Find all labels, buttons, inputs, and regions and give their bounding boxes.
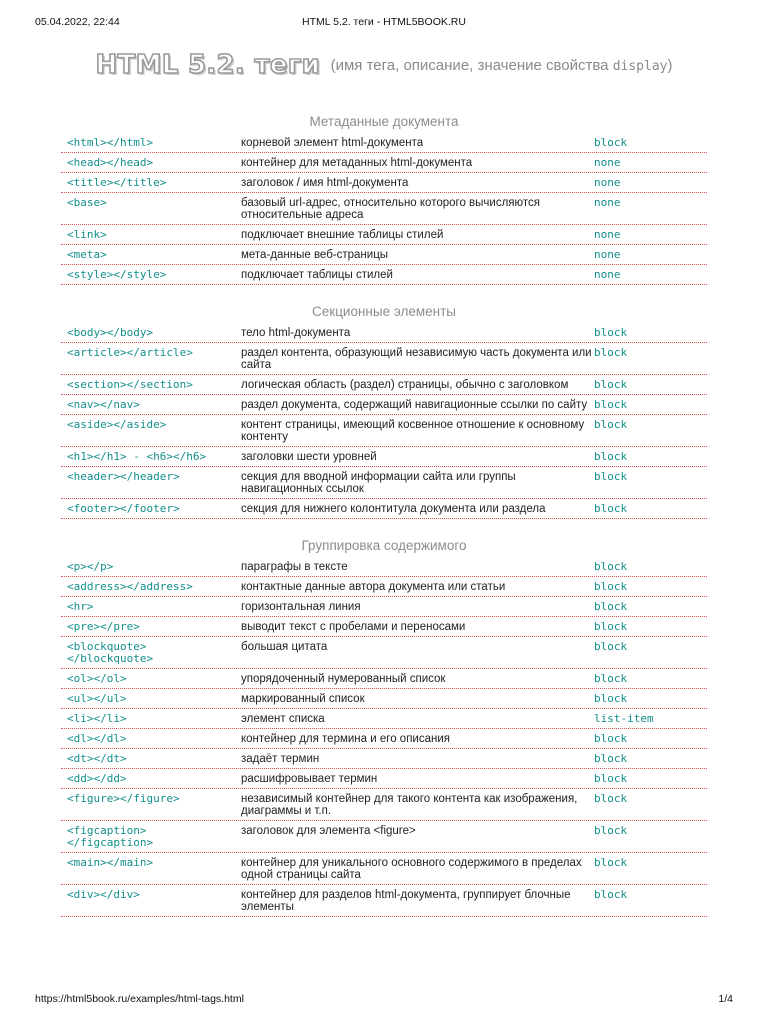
table-row bbox=[61, 885, 707, 917]
tag-description: заголовки шести уровней bbox=[241, 451, 377, 463]
print-datetime: 05.04.2022, 22:44 bbox=[35, 16, 120, 28]
table-row bbox=[61, 343, 707, 375]
table-row bbox=[61, 153, 707, 173]
tag-name-line: <div></div> bbox=[67, 888, 140, 901]
tag-description: элемент списка bbox=[241, 713, 325, 725]
tag-name bbox=[61, 889, 241, 913]
tag-description: большая цитата bbox=[241, 641, 328, 653]
tag-name-line: <h1></h1> - <h6></h6> bbox=[67, 450, 207, 463]
tag-name-line: <title></title> bbox=[67, 176, 167, 189]
display-value: block bbox=[594, 136, 628, 149]
display-value: none bbox=[594, 156, 621, 169]
tag-section bbox=[61, 536, 707, 917]
table-row bbox=[61, 375, 707, 395]
table-row bbox=[61, 557, 707, 577]
tag-name-line: <section></section> bbox=[67, 378, 193, 391]
section-title: Группировка содержимого bbox=[301, 538, 467, 553]
table-row bbox=[61, 173, 707, 193]
table-row bbox=[61, 689, 707, 709]
tags-reference bbox=[61, 112, 707, 934]
display-value: block bbox=[594, 326, 628, 339]
tag-section bbox=[61, 302, 707, 519]
display-value: block bbox=[594, 888, 628, 901]
tag-name bbox=[61, 857, 241, 881]
section-title: Метаданные документа bbox=[309, 114, 459, 129]
table-row bbox=[61, 395, 707, 415]
display-value: block bbox=[594, 560, 628, 573]
tag-name bbox=[61, 793, 241, 817]
table-row bbox=[61, 323, 707, 343]
tag-name bbox=[61, 157, 241, 169]
tag-description: контент страницы, имеющий косвенное отношение к основному контенту bbox=[241, 419, 585, 443]
display-value: block bbox=[594, 752, 628, 765]
tag-name bbox=[61, 451, 241, 463]
tag-name-line: <aside></aside> bbox=[67, 418, 167, 431]
table-row bbox=[61, 597, 707, 617]
tag-name bbox=[61, 773, 241, 785]
tag-description: параграфы в тексте bbox=[241, 561, 348, 573]
table-row bbox=[61, 133, 707, 153]
table-row bbox=[61, 225, 707, 245]
tag-name-line: <pre></pre> bbox=[67, 620, 140, 633]
tag-name-line: </figcaption> bbox=[67, 836, 154, 849]
tag-description: расшифровывает термин bbox=[241, 773, 378, 785]
tag-name bbox=[61, 327, 241, 339]
tag-name bbox=[61, 399, 241, 411]
display-value: none bbox=[594, 268, 621, 281]
table-row bbox=[61, 577, 707, 597]
tag-description: секция для вводной информации сайта или группы навигационных ссылок bbox=[241, 471, 516, 495]
table-row bbox=[61, 265, 707, 285]
tag-name-line: <footer></footer> bbox=[67, 502, 180, 515]
tag-description: горизонтальная линия bbox=[241, 601, 361, 613]
tag-description: заголовок для элемента <figure> bbox=[241, 825, 416, 837]
table-row bbox=[61, 447, 707, 467]
page-title: HTML 5.2. теги bbox=[95, 50, 321, 80]
display-value: block bbox=[594, 640, 628, 653]
tag-name bbox=[61, 137, 241, 149]
table-row bbox=[61, 669, 707, 689]
tag-name-line: <header></header> bbox=[67, 470, 180, 483]
display-value: block bbox=[594, 398, 628, 411]
tag-description: контейнер для уникального основного содержимого в пределах одной страницы сайта bbox=[241, 857, 582, 881]
display-value: block bbox=[594, 346, 628, 359]
tag-description: заголовок / имя html-документа bbox=[241, 177, 409, 189]
table-row bbox=[61, 467, 707, 499]
display-value: block bbox=[594, 792, 628, 805]
tag-name-line: <ol></ol> bbox=[67, 672, 127, 685]
tag-description: упорядоченный нумерованный список bbox=[241, 673, 446, 685]
display-value: block bbox=[594, 378, 628, 391]
table-row bbox=[61, 499, 707, 519]
tag-name bbox=[61, 673, 241, 685]
tag-description: контейнер для термина и его описания bbox=[241, 733, 450, 745]
tag-name bbox=[61, 379, 241, 391]
tag-name-line: <body></body> bbox=[67, 326, 154, 339]
subtitle-close: ) bbox=[667, 56, 673, 74]
tag-description: корневой элемент html-документа bbox=[241, 137, 424, 149]
display-value: block bbox=[594, 732, 628, 745]
tag-description: подключает таблицы стилей bbox=[241, 269, 393, 281]
subtitle-text: (имя тега, описание, значение свойства bbox=[330, 56, 613, 74]
table-row bbox=[61, 193, 707, 225]
tag-description: базовый url-адрес, относительно которого вычисляются относительные адреса bbox=[241, 197, 541, 221]
tag-name bbox=[61, 693, 241, 705]
tag-name bbox=[61, 713, 241, 725]
table-row bbox=[61, 853, 707, 885]
table-row bbox=[61, 729, 707, 749]
display-value: block bbox=[594, 824, 628, 837]
page-number: 1/4 bbox=[718, 993, 733, 1005]
tag-description: задаёт термин bbox=[241, 753, 320, 765]
tag-name-line: <dl></dl> bbox=[67, 732, 127, 745]
print-header bbox=[35, 16, 733, 30]
display-value: none bbox=[594, 248, 621, 261]
tag-name-line: <dt></dt> bbox=[67, 752, 127, 765]
tag-name-line: <hr> bbox=[67, 600, 94, 613]
tag-name bbox=[61, 733, 241, 745]
tag-name-line: <nav></nav> bbox=[67, 398, 140, 411]
tag-description: раздел документа, содержащий навигационные ссылки по сайту bbox=[241, 399, 588, 411]
tag-name bbox=[61, 269, 241, 281]
tag-description: контейнер для метаданных html-документа bbox=[241, 157, 473, 169]
table-row bbox=[61, 769, 707, 789]
tag-name-line: <p></p> bbox=[67, 560, 114, 573]
display-value: none bbox=[594, 196, 621, 209]
display-value: block bbox=[594, 856, 628, 869]
tag-name-line: <address></address> bbox=[67, 580, 193, 593]
display-value: block bbox=[594, 418, 628, 431]
tag-description: маркированный список bbox=[241, 693, 365, 705]
print-url: https://html5book.ru/examples/html-tags.html bbox=[35, 993, 244, 1005]
display-value: block bbox=[594, 502, 628, 515]
tag-name bbox=[61, 601, 241, 613]
page-heading bbox=[0, 50, 768, 80]
display-value: none bbox=[594, 176, 621, 189]
tag-name-line: <figure></figure> bbox=[67, 792, 180, 805]
tag-description: раздел контента, образующий независимую часть документа или сайта bbox=[241, 347, 592, 371]
tag-section bbox=[61, 112, 707, 285]
section-title: Секционные элементы bbox=[312, 304, 456, 319]
display-value: block bbox=[594, 672, 628, 685]
tag-name-line: <base> bbox=[67, 196, 107, 209]
tag-name bbox=[61, 561, 241, 573]
display-value: none bbox=[594, 228, 621, 241]
tag-name-line: <style></style> bbox=[67, 268, 167, 281]
tag-name bbox=[61, 229, 241, 241]
tag-description: контейнер для разделов html-документа, группирует блочные элементы bbox=[241, 889, 571, 913]
table-row bbox=[61, 617, 707, 637]
page-subtitle bbox=[331, 57, 673, 74]
tag-description: мета-данные веб-страницы bbox=[241, 249, 389, 261]
tag-name bbox=[61, 197, 241, 221]
tag-name-line: <figcaption> bbox=[67, 824, 147, 837]
display-value: block bbox=[594, 580, 628, 593]
tag-description: контактные данные автора документа или статьи bbox=[241, 581, 506, 593]
tag-name bbox=[61, 581, 241, 593]
display-value: block bbox=[594, 620, 628, 633]
tag-description: выводит текст с пробелами и переносами bbox=[241, 621, 466, 633]
tag-name bbox=[61, 419, 241, 443]
table-row bbox=[61, 821, 707, 853]
tag-name-line: <head></head> bbox=[67, 156, 154, 169]
tag-name-line: <link> bbox=[67, 228, 107, 241]
tag-name bbox=[61, 503, 241, 515]
display-value: block bbox=[594, 470, 628, 483]
display-value: block bbox=[594, 772, 628, 785]
table-row bbox=[61, 709, 707, 729]
tag-description: подключает внешние таблицы стилей bbox=[241, 229, 444, 241]
tag-name-line: <blockquote> bbox=[67, 640, 147, 653]
tag-description: секция для нижнего колонтитула документа или раздела bbox=[241, 503, 546, 515]
tag-name bbox=[61, 471, 241, 495]
table-row bbox=[61, 789, 707, 821]
tag-name bbox=[61, 177, 241, 189]
print-doc-title: HTML 5.2. теги - HTML5BOOK.RU bbox=[302, 16, 466, 28]
tag-name-line: </blockquote> bbox=[67, 652, 154, 665]
print-footer bbox=[35, 993, 733, 1007]
tag-name-line: <dd></dd> bbox=[67, 772, 127, 785]
table-row bbox=[61, 245, 707, 265]
table-row bbox=[61, 415, 707, 447]
display-value: list-item bbox=[594, 712, 654, 725]
tag-name bbox=[61, 641, 241, 665]
tag-name bbox=[61, 753, 241, 765]
display-value: block bbox=[594, 450, 628, 463]
tag-name-line: <meta> bbox=[67, 248, 107, 261]
tag-name bbox=[61, 347, 241, 371]
display-value: block bbox=[594, 692, 628, 705]
tag-name bbox=[61, 621, 241, 633]
tag-name-line: <ul></ul> bbox=[67, 692, 127, 705]
tag-name-line: <html></html> bbox=[67, 136, 154, 149]
tag-description: независимый контейнер для такого контента как изображения, диаграммы и т.п. bbox=[241, 793, 578, 817]
table-row bbox=[61, 749, 707, 769]
table-row bbox=[61, 637, 707, 669]
tag-name-line: <article></article> bbox=[67, 346, 193, 359]
tag-name bbox=[61, 825, 241, 849]
tag-description: логическая область (раздел) страницы, обычно с заголовком bbox=[241, 379, 569, 391]
tag-name-line: <main></main> bbox=[67, 856, 154, 869]
tag-name bbox=[61, 249, 241, 261]
display-value: block bbox=[594, 600, 628, 613]
tag-name-line: <li></li> bbox=[67, 712, 127, 725]
subtitle-code: display bbox=[612, 58, 668, 74]
tag-description: тело html-документа bbox=[241, 327, 351, 339]
